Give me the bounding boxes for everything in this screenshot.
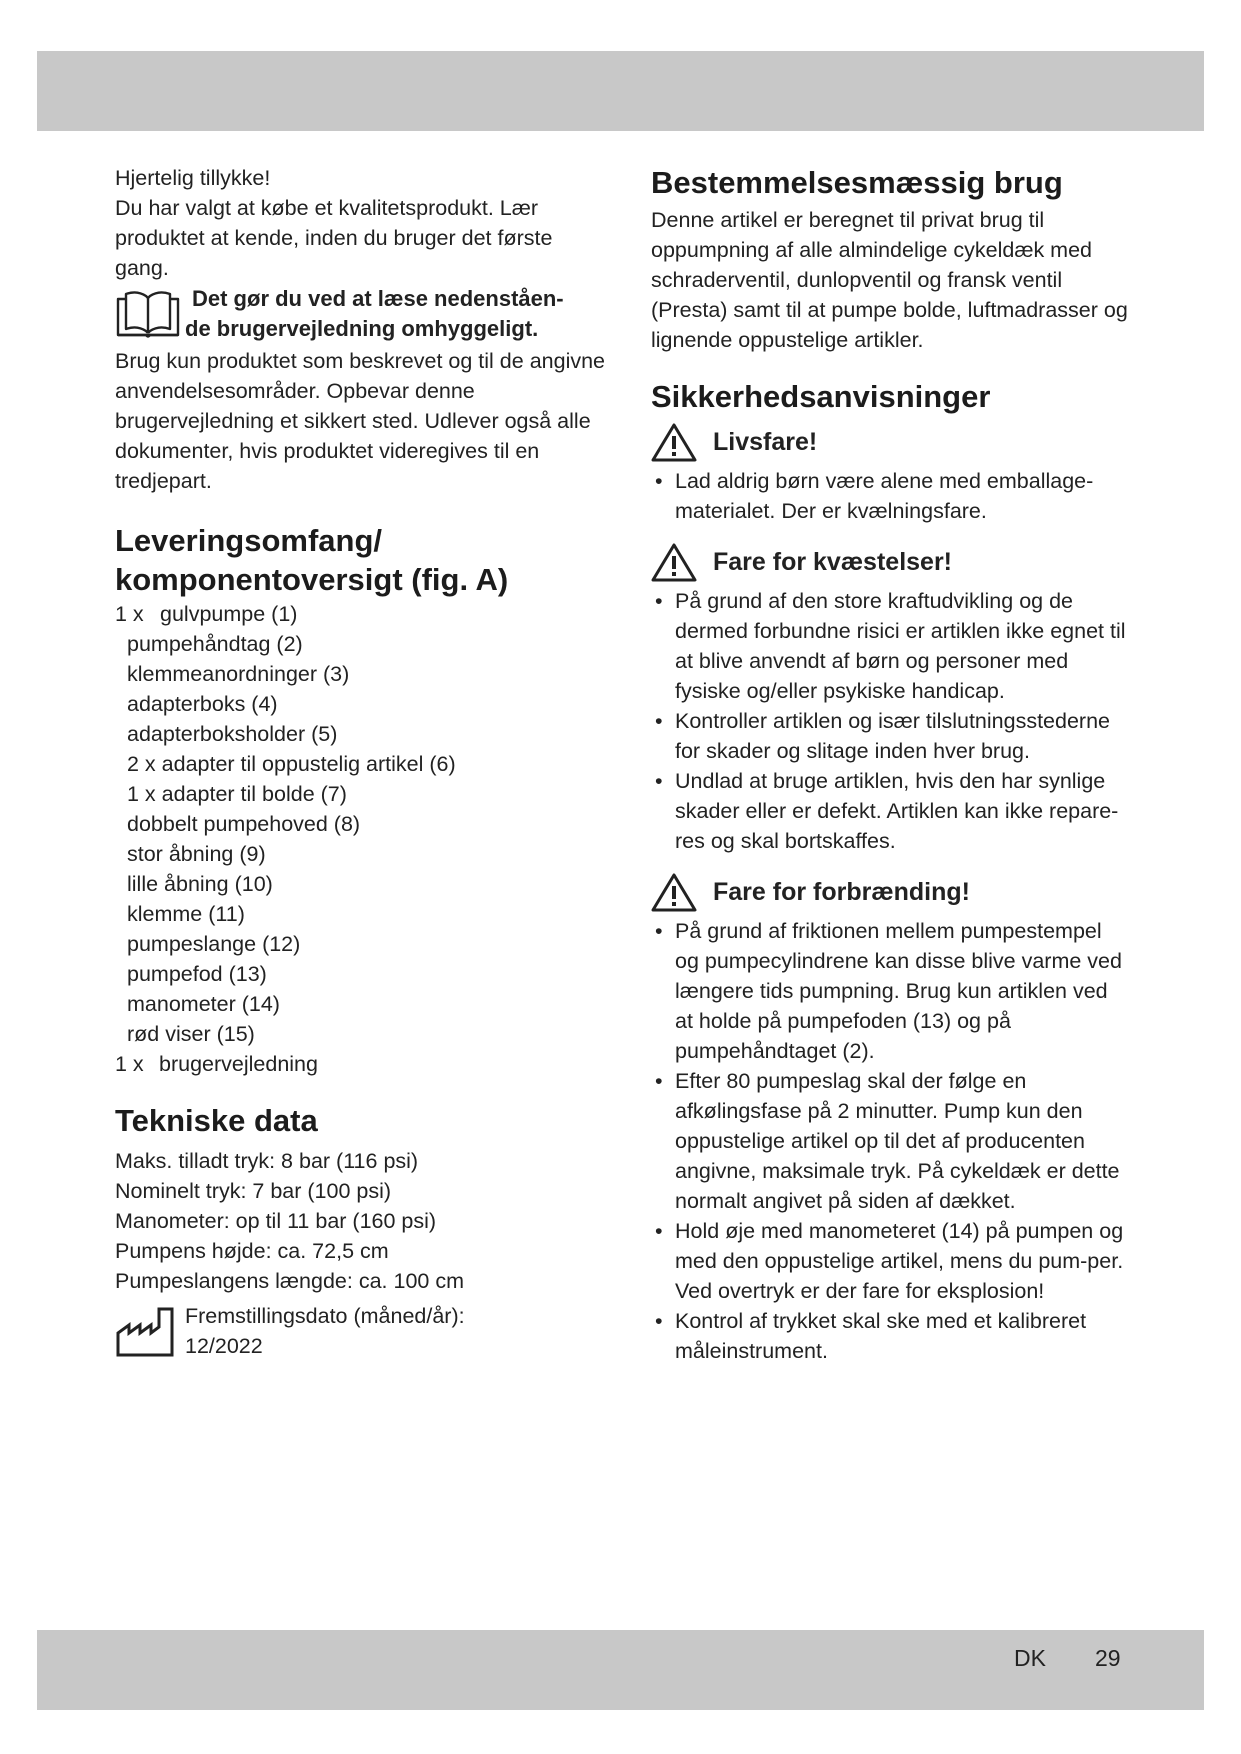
list-item: manometer (14) <box>127 992 280 1016</box>
list-item: • På grund af den store kraftudvikling og de dermed forbundne risici er artiklen ikke egnet til at blive anvendt af børn og personer med fysiske og/eller psykiske handicap. <box>651 586 1131 706</box>
book-icon <box>115 289 181 339</box>
header-band <box>37 51 1204 131</box>
warning-title-row <box>651 420 1131 464</box>
warning-list <box>651 916 1131 1366</box>
list-item: • Undlad at bruge artiklen, hvis den har synlige skader eller er defekt. Artiklen kan ikke repare-res og skal bortskaffes. <box>651 766 1131 856</box>
list-item: rød viser (15) <box>127 1022 255 1046</box>
list-item: klemme (11) <box>127 902 245 926</box>
intended-use-text: Denne artikel er beregnet til privat brug til oppumpning af alle almindelige cykeldæk med schraderventil, dunlopventil og fransk ventil (Presta) samt til at pumpe bolde, luftmadrasser og lignende oppustelige artikler. <box>651 208 1128 352</box>
list-item: • Hold øje med manometeret (14) på pumpen og med den oppustelige artikel, mens du pum-per. Ved overtryk er der fare for eksplosion! <box>651 1216 1131 1306</box>
list-item: • Lad aldrig børn være alene med emballage-materialet. Der er kvælningsfare. <box>651 466 1131 526</box>
list-item: stor åbning (9) <box>127 842 266 866</box>
warning-title-row <box>651 540 1131 584</box>
manufacture-date <box>115 1301 605 1363</box>
warning-triangle-icon <box>651 422 697 462</box>
tech-heading: Tekniske data <box>115 1103 318 1138</box>
tech-line: Nominelt tryk: 7 bar (100 psi) <box>115 1179 392 1203</box>
tech-line: Manometer: op til 11 bar (160 psi) <box>115 1209 437 1233</box>
component-list <box>115 599 605 1079</box>
warning-list <box>651 466 1131 526</box>
list-item: 1 x gulvpumpe (1) <box>115 602 298 626</box>
list-item: adapterboks (4) <box>127 692 278 716</box>
intro-body: Brug kun produktet som beskrevet og til de angivne anvendelsesområder. Opbevar denne brugervejledning et sikkert sted. Udlever også alle dokumenter, hvis produktet videregives til en tredjepart. <box>115 349 606 493</box>
warning-title-row <box>651 870 1131 914</box>
page-number: 29 <box>1095 1645 1121 1671</box>
list-item: • Kontrol af trykket skal ske med et kalibreret måleinstrument. <box>651 1306 1131 1366</box>
list-item: 1 x brugervejledning <box>115 1052 318 1076</box>
list-item: adapterboksholder (5) <box>127 722 338 746</box>
list-item: 2 x adapter til oppustelig artikel (6) <box>127 752 456 776</box>
list-item: • På grund af friktionen mellem pumpestempel og pumpecylindrene kan disse blive varme ved længere tids pumpning. Brug kun artiklen ved at holde på pumpefoden (13) og på pumpehåndtaget (2). <box>651 916 1131 1066</box>
warning-triangle-icon <box>651 872 697 912</box>
list-item: dobbelt pumpehoved (8) <box>127 812 361 836</box>
intro-text: Du har valgt at købe et kvalitetsprodukt. Lær produktet at kende, inden du bruger det første gang. <box>115 196 553 280</box>
list-item: • Kontroller artiklen og især tilslutningsstederne for skader og slitage inden hver brug. <box>651 706 1131 766</box>
list-item: • Efter 80 pumpeslag skal der følge en afkølingsfase på 2 minutter. Pump kun den oppustelige artikel op til det af producenten angivne, maksimale tryk. På cykeldæk er dette normalt angivet på siden af dækket. <box>651 1066 1131 1216</box>
footer-language: DK <box>1014 1645 1046 1671</box>
warning-title: Fare for kvæstelser! <box>713 548 953 576</box>
list-item: klemmeanordninger (3) <box>127 662 350 686</box>
list-item: pumpeslange (12) <box>127 932 301 956</box>
list-item: lille åbning (10) <box>127 872 273 896</box>
note-line-1: Det gør du ved at læse nedenståen- <box>192 286 564 311</box>
warning-title: Fare for forbrænding! <box>713 878 970 906</box>
factory-icon <box>115 1305 175 1357</box>
note-line-2: de brugervejledning omhyggeligt. <box>185 316 539 341</box>
list-item: pumpefod (13) <box>127 962 267 986</box>
mfg-value: 12/2022 <box>185 1334 263 1358</box>
mfg-label: Fremstillingsdato (måned/år): <box>185 1304 465 1328</box>
list-item: 1 x adapter til bolde (7) <box>127 782 347 806</box>
safety-heading: Sikkerhedsanvisninger <box>651 379 991 414</box>
greeting: Hjertelig tillykke! <box>115 166 271 190</box>
warning-title: Livsfare! <box>713 428 818 456</box>
warning-list <box>651 586 1131 856</box>
intended-use-heading: Bestemmelsesmæssig brug <box>651 165 1063 200</box>
tech-line: Pumpeslangens længde: ca. 100 cm <box>115 1269 464 1293</box>
tech-line: Pumpens højde: ca. 72,5 cm <box>115 1239 389 1263</box>
tech-line: Maks. tilladt tryk: 8 bar (116 psi) <box>115 1149 419 1173</box>
left-column <box>115 163 605 1363</box>
scope-heading: Leveringsomfang/ komponentoversigt (fig. A) <box>115 523 509 597</box>
read-manual-note <box>115 284 605 344</box>
list-item: pumpehåndtag (2) <box>127 632 303 656</box>
warning-triangle-icon <box>651 542 697 582</box>
right-column <box>651 163 1131 1366</box>
